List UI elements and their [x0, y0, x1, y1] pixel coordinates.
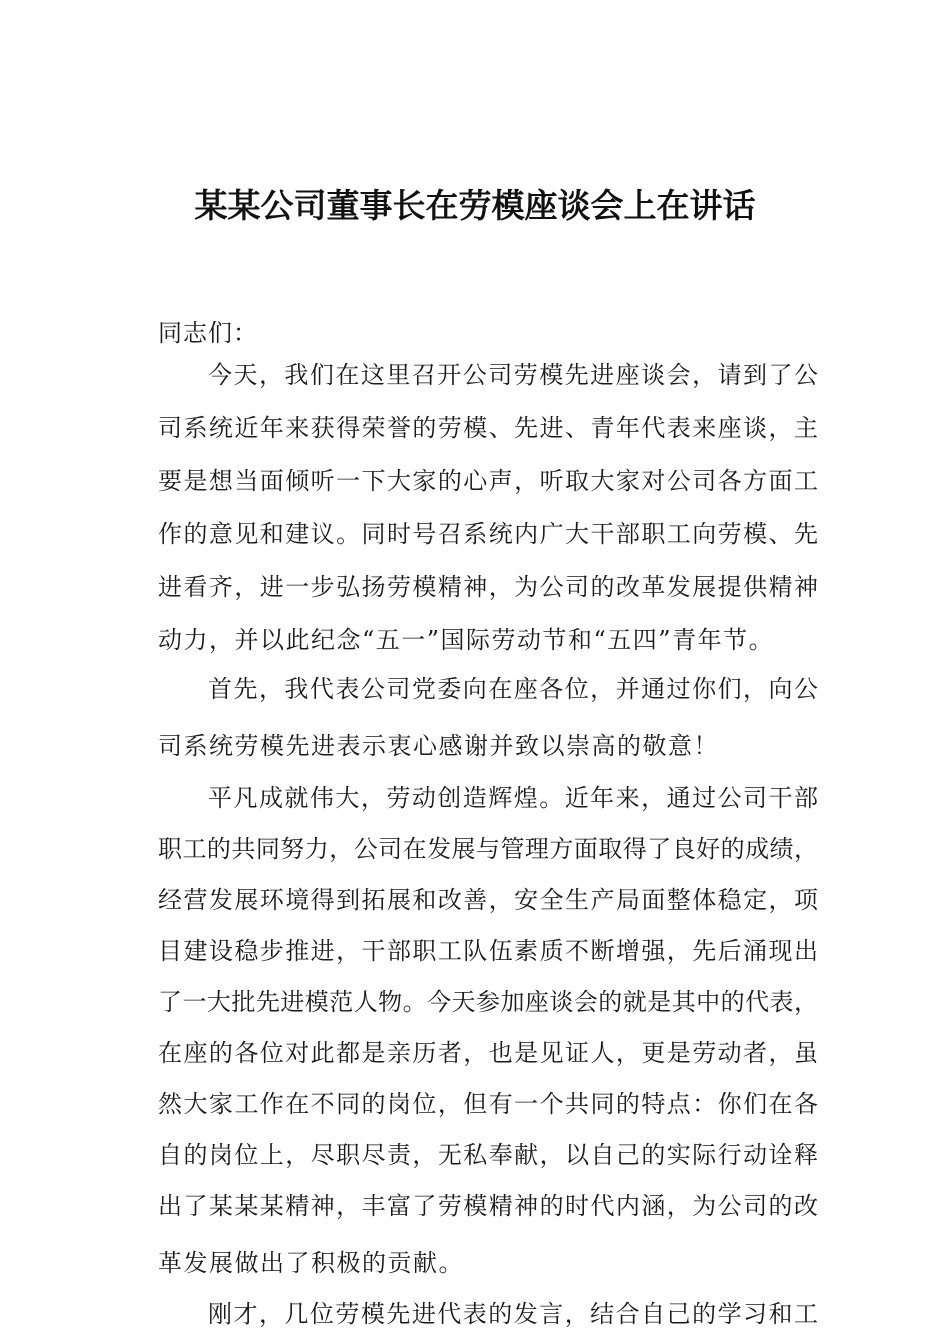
paragraph-line: 今天，我们在这里召开公司劳模先进座谈会，请到了公 — [208, 361, 818, 389]
paragraph-line: 职工的共同努力，公司在发展与管理方面取得了良好的成绩， — [158, 835, 818, 863]
paragraph-line: 然大家工作在不同的岗位，但有一个共同的特点：你们在各 — [158, 1090, 818, 1118]
paragraph-line: 自的岗位上，尽职尽责，无私奉献，以自己的实际行动诠释 — [158, 1141, 818, 1169]
paragraph-line: 刚才，几位劳模先进代表的发言，结合自己的学习和工 — [208, 1300, 818, 1328]
paragraph-line: 目建设稳步推进，干部职工队伍素质不断增强，先后涌现出 — [158, 937, 818, 965]
paragraph-line: 作的意见和建议。同时号召系统内广大干部职工向劳模、先 — [158, 520, 818, 548]
paragraph-line: 司系统近年来获得荣誉的劳模、先进、青年代表来座谈，主 — [158, 414, 818, 442]
paragraph-line: 进看齐，进一步弘扬劳模精神，为公司的改革发展提供精神 — [158, 573, 818, 601]
paragraph-line: 在座的各位对此都是亲历者，也是见证人，更是劳动者，虽 — [158, 1039, 818, 1067]
document-title: 某某公司董事长在劳模座谈会上在讲话 — [194, 186, 756, 225]
paragraph-line: 经营发展环境得到拓展和改善，安全生产局面整体稳定，项 — [158, 886, 818, 914]
paragraph-line: 革发展做出了积极的贡献。 — [158, 1249, 464, 1277]
paragraph-line: 出了某某某精神，丰富了劳模精神的时代内涵，为公司的改 — [158, 1192, 818, 1220]
paragraph-line: 司系统劳模先进表示衷心感谢并致以崇高的敬意！ — [158, 732, 719, 760]
paragraph-line: 要是想当面倾听一下大家的心声，听取大家对公司各方面工 — [158, 467, 818, 495]
paragraph-line: 动力，并以此纪念“五一”国际劳动节和“五四”青年节。 — [158, 626, 775, 654]
paragraph-line: 了一大批先进模范人物。今天参加座谈会的就是其中的代表， — [158, 988, 818, 1016]
paragraph-line: 首先，我代表公司党委向在座各位，并通过你们，向公 — [208, 675, 818, 703]
salutation: 同志们： — [158, 319, 258, 347]
paragraph-line: 平凡成就伟大，劳动创造辉煌。近年来，通过公司干部 — [208, 784, 818, 812]
